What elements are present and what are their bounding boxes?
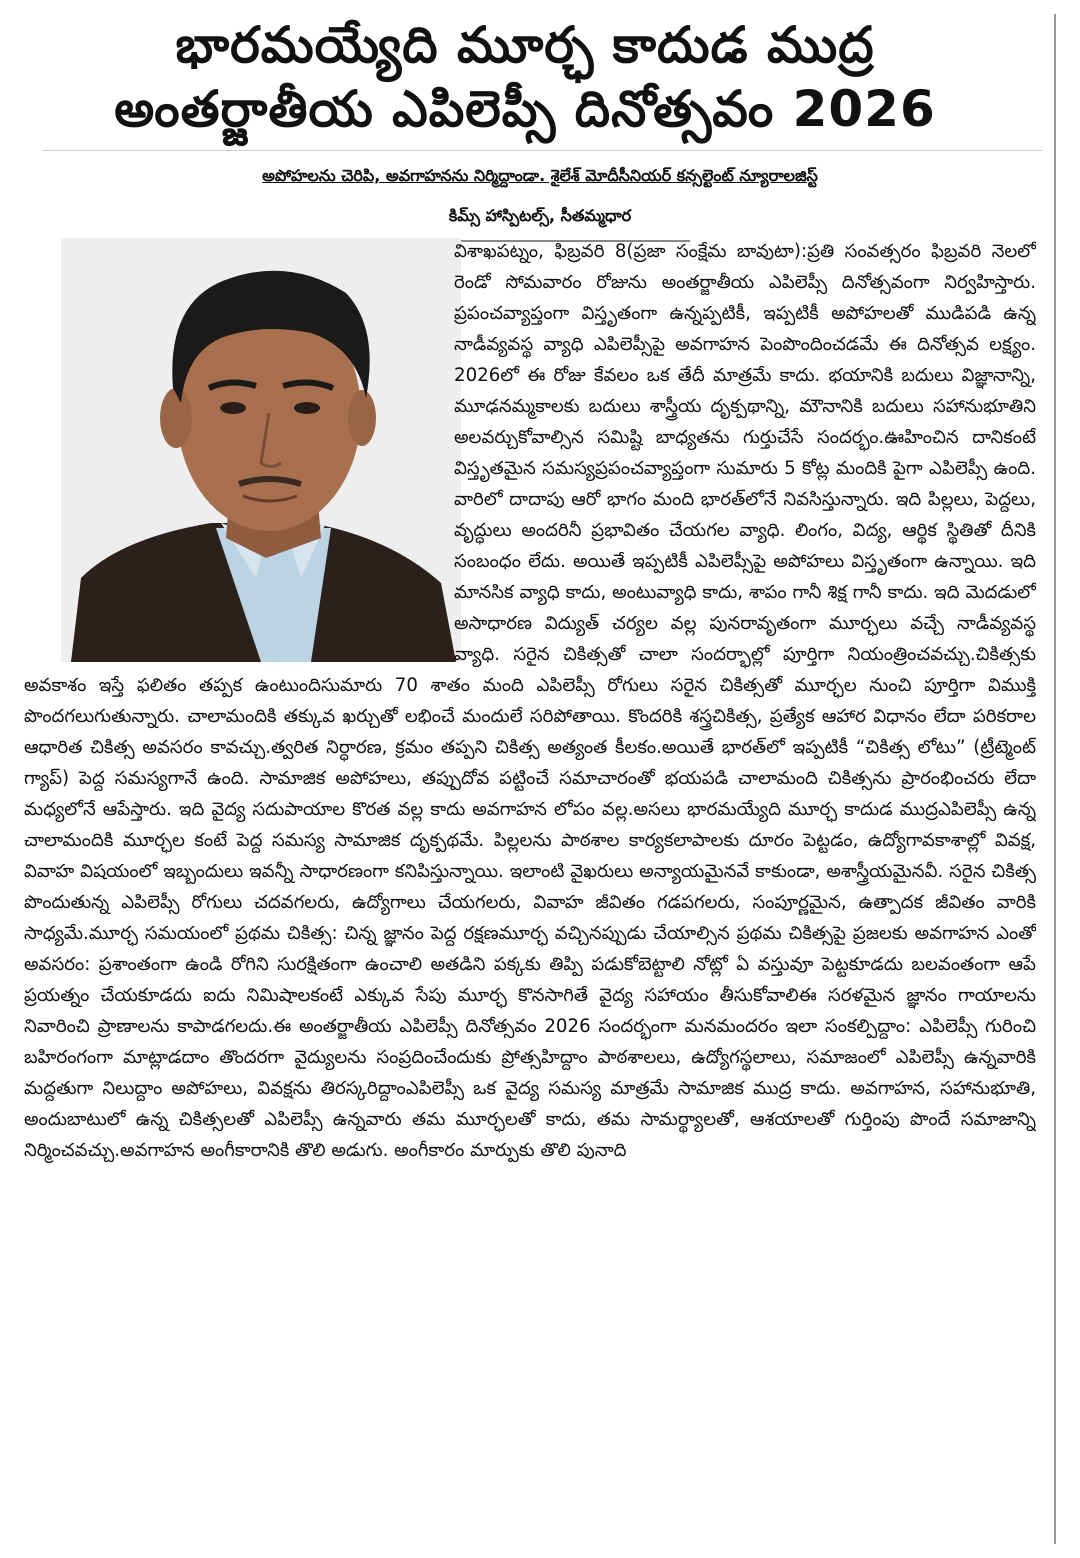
article-body-text: విశాఖపట్నం, ఫిబ్రవరి 8(ప్రజా సంక్షేమ బావుటా):ప్రతి సంవత్సరం ఫిబ్రవరి నెలలో రెండో సోమవారం రోజును అంతర్జాతీయ ఎపిలెప్సీ దినోత్సవంగా నిర్వహిస్తారు. ప్రపంచవ్యాప్తంగా విస్తృతంగా ఉన్నప్పటికీ, ఇప్పటికీ అపోహలతో ముడిపడి ఉన్న నాడీవ్యవస్థ వ్యాధి ఎపిలెప్సీపై అవగాహన పెంపొందించడమే ఈ దినోత్సవ లక్ష్యం. 2026లో ఈ రోజు కేవలం ఒక తేదీ మాత్రమే కాదు. భయానికి బదులు విజ్ఞానాన్ని, మూఢనమ్మకాలకు బదులు శాస్త్రీయ దృక్పథాన్ని, మౌనానికి బదులు సహానుభూతిని అలవర్చుకోవాల్సిన సమిష్టి బాధ్యతను గుర్తుచేసే సందర్భం.ఊహించిన దానికంటే విస్తృతమైన సమస్యప్రపంచవ్యాప్తంగా సుమారు 5 కోట్ల మందికి పైగా ఎపిలెప్సీ ఉంది. వారిలో దాదాపు ఆరో భాగం మంది భారత్‌లోనే నివసిస్తున్నారు. ఇది పిల్లలు, పెద్దలు, వృద్ధులు అందరినీ ప్రభావితం చేయగల వ్యాధి. లింగం, విద్య, ఆర్థిక స్థితితో దీనికి సంబంధం లేదు. అయితే ఇప్పటికీ ఎపిలెప్సీపై అపోహలు విస్తృతంగా ఉన్నాయి. ఇది మానసిక వ్యాధి కాదు, అంటువ్యాధి కాదు, శాపం గానీ శిక్ష గానీ కాదు. ఇది మెదడులో అసాధారణ విద్యుత్ చర్యల వల్ల పునరావృతంగా మూర్ఛలు వచ్చే నాడీవ్యవస్థ వ్యాధి. సరైన చికిత్సతో చాలా సందర్భాల్లో పూర్తిగా నియంత్రించవచ్చు.చికిత్సకు అవకాశం ఇస్తే ఫలితం తప్పక ఉంటుందిసుమారు 70 శాతం మంది ఎపిలెప్సీ రోగులు సరైన చికిత్సతో మూర్ఛల నుంచి పూర్తిగా విముక్తి పొందగలుగుతున్నారు. చాలామందికి తక్కువ ఖర్చుతో లభించే మందులే సరిపోతాయి. కొందరికి శస్త్రచికిత్స, ప్రత్యేక ఆహార విధానం లేదా పరికరాల ఆధారిత చికిత్స అవసరం కావచ్చు.త్వరిత నిర్ధారణ, క్రమం తప్పని చికిత్స అత్యంత కీలకం.అయితే భారత్‌లో ఇప్పటికీ “చికిత్స లోటు” (ట్రీట్మెంట్ గ్యాప్) పెద్ద సమస్యగానే ఉంది. సామాజిక అపోహలు, తప్పుదోవ పట్టించే సమాచారంతో భయపడి చాలామంది చికిత్సను ప్రారంభించరు లేదా మధ్యలోనే ఆపేస్తారు. ఇది వైద్య సదుపాయాల కొరత వల్ల కాదు అవగాహన లోపం వల్ల.అసలు భారమయ్యేది మూర్ఛ కాదుడ ముద్రఎపిలెప్సీ ఉన్న చాలామందికి మూర్ఛల కంటే పెద్ద సమస్య సామాజిక దృక్పథమే. పిల్లలను పాఠశాల కార్యకలాపాలకు దూరం పెట్టడం, ఉద్యోగావకాశాల్లో వివక్ష, వివాహ విషయంలో ఇబ్బందులు ఇవన్నీ సాధారణంగా కనిపిస్తున్నాయి. ఇలాంటి వైఖరులు అన్యాయమైనవే కాకుండా, అశాస్త్రీయమైనవీ. సరైన చికిత్స పొందుతున్న ఎపిలెప్సీ రోగులు చదవగలరు, ఉద్యోగాలు చేయగలరు, వివాహ జీవితం గడపగలరు, సంపూర్ణమైన, ఉత్పాదక జీవితం వారికి సాధ్యమే.మూర్ఛ సమయంలో ప్రథమ చికిత్స: చిన్న జ్ఞానం పెద్ద రక్షణమూర్ఛ వచ్చినప్పుడు చేయాల్సిన ప్రథమ చికిత్సపై ప్రజలకు అవగాహన ఎంతో అవసరం: ప్రశాంతంగా ఉండి రోగిని సురక్షితంగా ఉంచాలి అతడిని పక్కకు తిప్పి పడుకోబెట్టాలి నోట్లో ఏ వస్తువూ పెట్టకూడదు బలవంతంగా ఆపే ప్రయత్నం చేయకూడదు ఐదు నిమిషాలకంటే ఎక్కువ సేపు మూర్ఛ కొనసాగితే వైద్య సహాయం తీసుకోవాలిఈ సరళమైన జ్ఞానం గాయాలను నివారించి ప్రాణాలను కాపాడగలదు.ఈ అంతర్జాతీయ ఎపిలెప్సీ దినోత్సవం 2026 సందర్భంగా మనమందరం ఇలా సంకల్పిద్దాం: ఎపిలెప్సీ గురించి బహిరంగంగా మాట్లాడదాం తొందరగా వైద్యులను సంప్రదించేందుకు ప్రోత్సహిద్దాం పాఠశాలలు, ఉద్యోగస్థలాలు, సమాజంలో ఎపిలెప్సీ ఉన్నవారికి మద్దతుగా నిలుద్దాం అపోహలు, వివక్షను తిరస్కరిద్దాంఎపిలెప్సీ ఒక వైద్య సమస్య మాత్రమే సామాజిక ముద్ర కాదు. అవగాహన, సహానుభూతి, అందుబాటులో ఉన్న చికిత్సలతో ఎపిలెప్సీ ఉన్నవారు తమ మూర్ఛలతో కాదు, తమ సామర్థ్యాలతో, ఆశయాలతో గుర్తింపు పొందే సమాజాన్ని నిర్మించవచ్చు.అవగాహన అంగీకారానికి తొలి అడుగు. అంగీకారం మార్పుకు తొలి పునాది	[24, 241, 1036, 1161]
byline-hospital: కిమ్స్ హాస్పిటల్స్, సీతమ్మధార	[448, 206, 632, 225]
photo-float-spacer	[24, 236, 454, 670]
headline-divider	[42, 150, 1042, 151]
byline-author: అపోహలను చెరిపి, అవగాహనను నిర్మిద్దాండా. శైలేశ్ మోదీసీనియర్ కన్సల్టెంట్ న్యూరాలజిస్ట్	[262, 166, 818, 185]
headline-line-2: అంతర్జాతీయ ఎపిలెప్సీ దినోత్సవం 2026	[114, 80, 936, 138]
headline-line-1: భారమయ్యేది మూర్ఛ కాదుడ ముద్ర	[175, 16, 875, 74]
article-body	[24, 236, 1036, 1528]
